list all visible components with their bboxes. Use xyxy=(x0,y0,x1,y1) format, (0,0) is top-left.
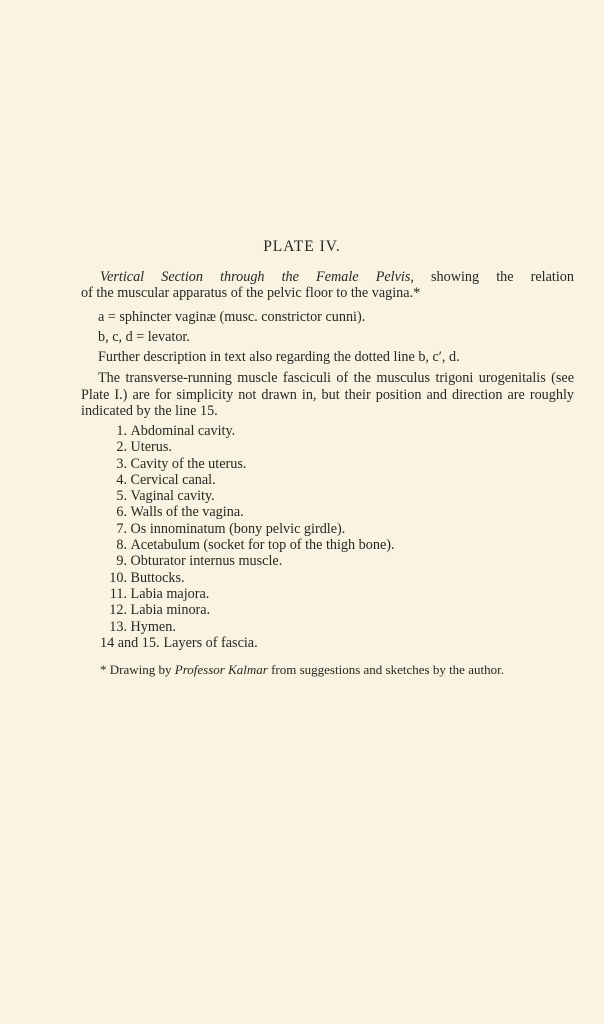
list-item xyxy=(100,521,500,537)
item-text: Obturator internus muscle. xyxy=(130,553,283,570)
item-number: 2. xyxy=(116,439,127,456)
item-text: Buttocks. xyxy=(130,569,185,586)
list-item xyxy=(100,488,500,504)
item-number: 12. xyxy=(109,602,127,619)
plate-title: PLATE IV. xyxy=(263,238,341,255)
footnote-prefix: * Drawing by xyxy=(100,662,175,677)
list-item xyxy=(100,537,500,553)
list-item xyxy=(100,602,500,618)
item-text: Hymen. xyxy=(130,618,176,635)
footnote-author-italic: Professor Kalmar xyxy=(174,662,268,677)
item-text: Uterus. xyxy=(130,439,172,456)
footnote-suffix: from suggestions and sketches by the author. xyxy=(267,662,504,677)
item-text: Labia majora. xyxy=(130,585,210,602)
list-item xyxy=(100,423,500,439)
intro-line-1 xyxy=(81,269,574,285)
item-number: 13. xyxy=(109,618,127,635)
item-number: 7. xyxy=(116,520,127,537)
list-item xyxy=(100,553,500,569)
transverse-paragraph: The transverse-running muscle fasciculi of the musculus trigoni urogenitalis (see Plate I.) are for simplicity not drawn in, but their position and direction are roughly indicated by the line 15. xyxy=(81,370,574,419)
item-text: Walls of the vagina. xyxy=(130,504,244,521)
item-text: Labia minora. xyxy=(130,602,211,619)
list-item xyxy=(100,504,500,520)
item-text: Acetabulum (socket for top of the thigh bone). xyxy=(130,537,395,554)
legend-a: a = sphincter vaginæ (musc. constrictor cunni). xyxy=(98,309,366,325)
item-text: Layers of fascia. xyxy=(163,634,258,651)
item-number: 6. xyxy=(116,504,127,521)
item-number: 11. xyxy=(109,585,127,602)
further-description: Further description in text also regarding the dotted line b, c′, d. xyxy=(98,349,460,365)
item-number: 5. xyxy=(116,488,127,505)
item-text: Abdominal cavity. xyxy=(130,423,236,439)
intro-paragraph xyxy=(81,269,574,301)
list-item xyxy=(100,570,500,586)
section-title-italic: Vertical Section through the Female Pelvis, xyxy=(100,269,414,285)
item-number: 10. xyxy=(109,569,127,586)
item-number: 1. xyxy=(116,423,127,439)
list-item xyxy=(100,635,500,651)
intro-line-2: of the muscular apparatus of the pelvic floor to the vagina.* xyxy=(81,285,421,301)
item-number: 8. xyxy=(116,537,127,554)
list-item xyxy=(100,472,500,488)
list-item xyxy=(100,456,500,472)
item-number: 9. xyxy=(116,553,127,570)
item-text: Vaginal cavity. xyxy=(130,488,215,505)
intro-line-1-rest: showing the relation xyxy=(413,269,574,285)
item-text: Cavity of the uterus. xyxy=(130,455,247,472)
item-number: 14 and 15. xyxy=(100,634,160,651)
legend-bcd: b, c, d = levator. xyxy=(98,329,190,345)
footnote xyxy=(81,662,574,679)
item-text: Os innominatum (bony pelvic girdle). xyxy=(130,520,346,537)
list-item xyxy=(100,586,500,602)
list-item xyxy=(100,439,500,455)
item-number: 4. xyxy=(116,471,127,488)
item-text: Cervical canal. xyxy=(130,471,216,488)
numbered-list xyxy=(100,423,500,651)
item-number: 3. xyxy=(116,455,127,472)
list-item xyxy=(100,619,500,635)
